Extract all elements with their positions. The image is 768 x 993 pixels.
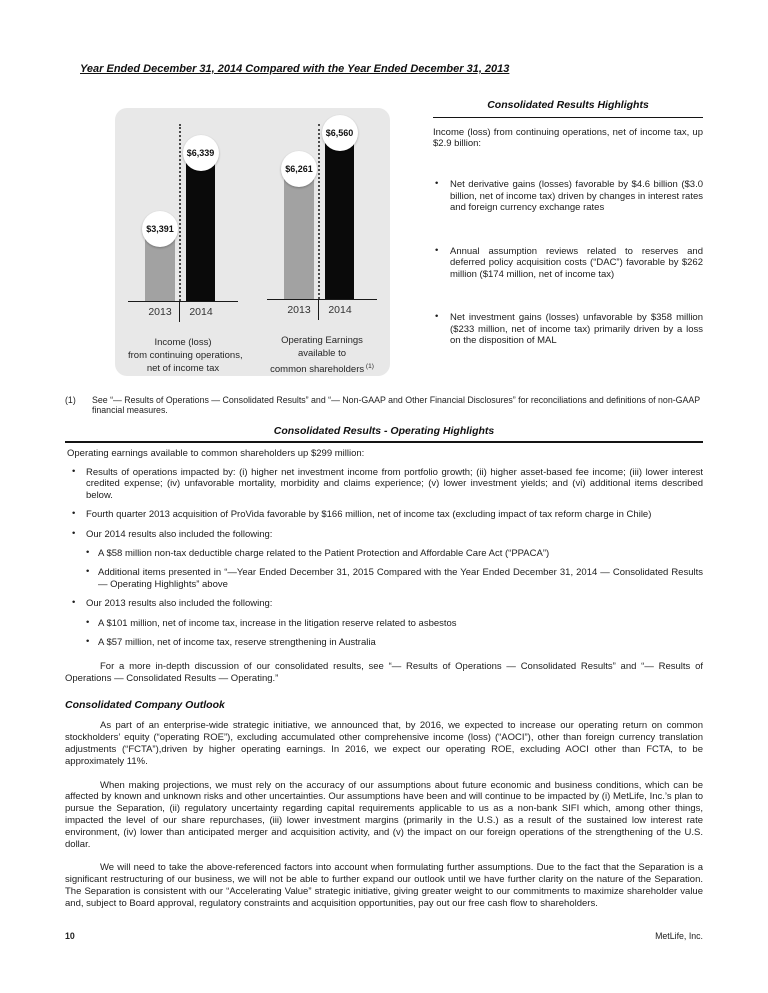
highlights-heading: Consolidated Results Highlights [487,99,649,111]
footnote-1 [65,395,703,416]
operating-bullet-text: A $57 million, net of income tax, reserve strengthening in Australia [98,636,376,648]
operating-bullet-2 [65,509,703,521]
operating-bullet-text: A $101 million, net of income tax, increase in the litigation reserve related to asbestos [98,617,457,629]
dotted-divider-line [318,124,320,299]
bullet-dot-icon: • [72,527,76,539]
operating-bullet-6 [65,598,703,610]
highlight-bullet-text: Net derivative gains (losses) favorable by $4.6 billion ($3.0 billion, net of income tax) driven by changes in interest rates and foreign currency exchange rates [450,179,703,213]
operating-bullet-8 [65,637,703,649]
operating-heading-rule [65,441,703,443]
chart-caption-line: common shareholders $^{(1)}$ [270,362,374,375]
chart-caption-line: net of income tax [146,363,220,374]
year-label-2014: 2014 [328,304,352,317]
operating-bullet-5 [65,567,703,591]
chart-caption-line: from continuing operations, [128,350,243,361]
bar-value-bubble: $6,560 [322,115,358,151]
outlook-paragraph-2: When making projections, we must rely on the accuracy of our assumptions about future economic and business conditions, which can be affected by known and unknown risks and other uncertainties. Our assumptions have been and will continue to be impacted by (i) MetLife, Inc.’s plan to pursue the Separation, (ii) regulatory uncertainty regarding capital requirements applicable to us as a non-bank SIFI which, among other things, impacted the level of our share repurchases, (iii) lower investment margins (primarily in the U.S.) as a result of the sustained low interest rate environment, (iv) lower than anticipated merger and acquisition activity, and (v) the impact on our foreign operations of the strengthening of the U.S. dollar. [65,779,703,850]
chart-axis [128,301,238,326]
bullet-dot-icon: • [435,244,439,256]
chart-axis [267,299,377,324]
results-overview-row [65,99,703,379]
outlook-paragraph-3: We will need to take the above-referenced factors into account when formulating further assumptions. Due to the fact that the Separation is a significant restructuring of our business, we will not be able to further expand our outlook until we have further clarity on the nature of the Separation. The Separation is consistent with our “Accelerating Value” strategic initiative, giving greater weight to our commitments to maximize shareholder value and, subject to Board approval, regulatory constraints and acquisition opportunities, pay out our free cash flow to shareholders. [65,862,703,909]
chart-bars-area [128,108,238,301]
operating-bullet-1 [65,467,703,502]
chart-caption-line: Income (loss) [154,337,212,348]
chart-caption-line: Operating Earnings [281,334,363,346]
page-title: Year Ended December 31, 2014 Compared with the Year Ended December 31, 2013 [80,63,510,75]
bullet-dot-icon: • [86,566,90,578]
operating-bullet-text: Our 2013 results also included the following: [86,598,273,610]
operating-highlights-heading: Consolidated Results - Operating Highlights [273,424,495,437]
bar-2014 [325,131,354,299]
company-outlook-heading: Consolidated Company Outlook [65,699,225,712]
bullet-dot-icon: • [72,508,76,520]
highlight-bullet-text: Annual assumption reviews related to reserves and deferred policy acquisition costs (“DAC”) favorable by $262 million ($174 million, net of income tax) [450,245,703,280]
year-label-2014: 2014 [189,306,213,318]
footnote-ref-icon: (1) [364,362,374,370]
bar-2014 [186,153,215,301]
chart-group-2 [267,108,377,376]
operating-bullet-text: Our 2014 results also included the following: [86,528,273,540]
operating-intro: Operating earnings available to common shareholders up $299 million: [67,447,365,459]
operating-bullet-3 [65,529,703,541]
bullet-dot-icon: • [72,465,76,477]
consolidated-results-highlights-panel [433,99,703,379]
year-label-2013: 2013 [287,304,311,317]
highlights-bullet-list [433,179,703,347]
dotted-divider-line [179,124,181,301]
highlight-bullet-text: Net investment gains (losses) unfavorable by $358 million ($233 million, net of income tax) primarily driven by a loss on the disposition of MAL [450,312,703,346]
bullet-dot-icon: • [435,178,439,189]
operating-bullet-7 [65,618,703,630]
operating-bullet-text: Additional items presented in “—Year Ended December 31, 2015 Compared with the Year Ended December 31, 2014 — Consolidated Results — Operating Highlights” above [98,567,703,591]
bullet-dot-icon: • [86,616,90,628]
operating-bullet-text: Results of operations impacted by: (i) higher net investment income from portfolio growth; (ii) higher asset-based fee income; (iii) lower interest credited expense; (iv) unfavorable mortality, morbidity and claims experience; (v) lower investment yields; and (vi) additional items described below. [86,466,703,502]
bar-value-bubble: $6,339 [183,135,219,171]
chart-caption [128,336,243,375]
bar-value-bubble: $6,261 [281,151,317,187]
consolidated-results-closing-paragraph: For a more in-depth discussion of our consolidated results, see “— Results of Operations — Consolidated Results” and “— Results of Operations — Consolidated Results — Operating.” [65,660,703,684]
chart-group-1 [128,108,243,376]
chart-caption-line: available to [297,347,347,359]
year-separator-line [179,302,180,322]
operating-bullet-text: A $58 million non-tax deductible charge related to the Patient Protection and Affordable Care Act (“PPACA”) [98,547,550,559]
chart-wrap [115,108,390,376]
footnote-text: See “— Results of Operations — Consolidated Results” and “— Non-GAAP and Other Financial Disclosures” for reconciliations and definitions of non-GAAP financial measures. [92,394,700,415]
chart-caption [267,334,377,376]
chart-bars-area [267,108,377,299]
operating-bullet-text: Fourth quarter 2013 acquisition of ProVida favorable by $166 million, net of income tax (excluding impact of tax reform charge in Chile) [86,509,652,521]
page-number: 10 [65,931,75,941]
bullet-dot-icon: • [435,311,439,322]
operating-bullet-list [65,467,703,649]
bullet-dot-icon: • [86,635,90,647]
operating-bullet-4 [65,548,703,560]
highlight-bullet-3 [433,312,703,347]
company-name: MetLife, Inc. [655,931,703,941]
year-separator-line [318,300,319,320]
chart-panel [115,108,390,376]
bar-value-bubble: $3,391 [142,211,178,247]
bullet-dot-icon: • [86,546,90,558]
highlight-bullet-2 [433,246,703,281]
highlights-intro: Income (loss) from continuing operations, net of income tax, up $2.9 billion: [433,127,703,149]
highlights-heading-rule [433,117,703,118]
outlook-paragraph-1: As part of an enterprise-wide strategic initiative, we announced that, by 2016, we expected to increase our operating return on common stockholders’ equity (“operating ROE”), excluding accumulated other comprehensive income (loss) (“AOCI”), other than foreign currency translation adjustments (“FCTA”),driven by higher operating earnings. In 2016, we expect our operating ROE, excluding AOCI other than FCTA, to be approximately 11%. [65,720,703,767]
bullet-dot-icon: • [72,597,76,609]
year-label-2013: 2013 [148,306,172,318]
footnote-marker: (1) [65,394,76,405]
highlight-bullet-1 [433,179,703,214]
page-footer [65,931,703,941]
